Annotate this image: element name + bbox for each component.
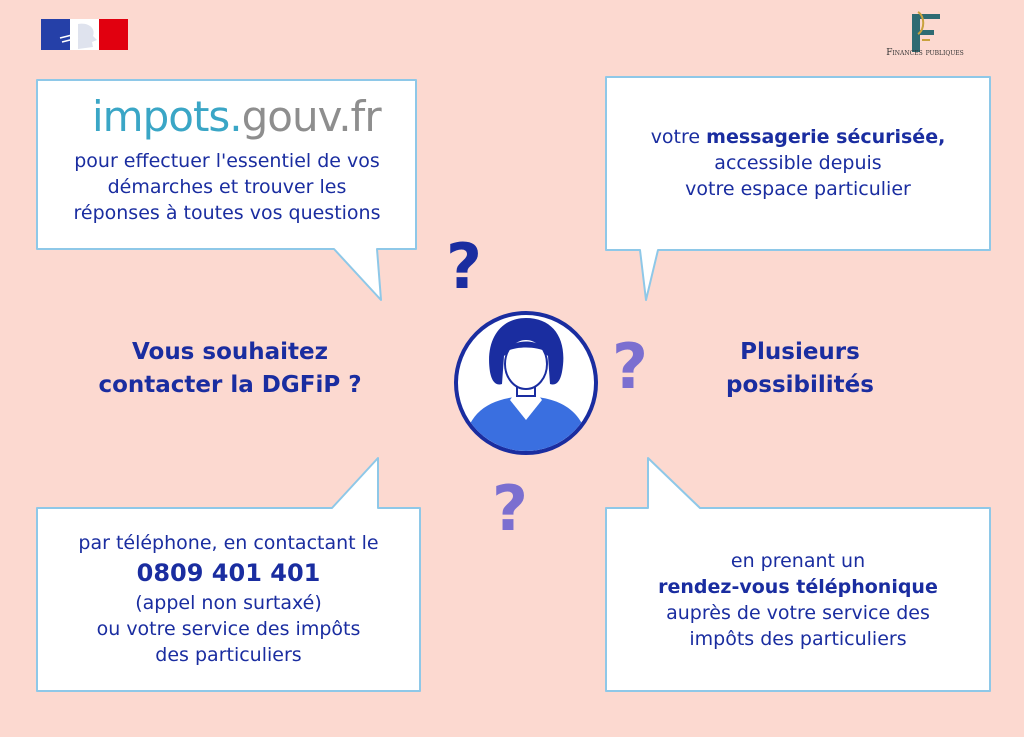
impots-logo-part1: impots.: [92, 92, 242, 141]
possibilities-line2: possibilités: [726, 372, 874, 398]
impots-logo-part2: gouv.fr: [241, 92, 381, 141]
top-left-line1: pour effectuer l'essentiel de vos: [74, 150, 380, 172]
top-left-line3: réponses à toutes vos questions: [73, 202, 381, 224]
question-mark-top: ?: [446, 230, 482, 303]
bottom-left-line3: (appel non surtaxé): [135, 592, 322, 614]
question-title-line2: contacter la DGFiP ?: [98, 372, 362, 398]
top-right-line3: votre espace particulier: [685, 178, 911, 200]
phone-number: 0809 401 401: [136, 559, 321, 587]
top-left-line2: démarches et trouver les: [107, 176, 347, 198]
possibilities-title: [690, 336, 910, 402]
finances-publiques-logo: [872, 48, 978, 58]
question-title-line1: Vous souhaitez: [131, 339, 329, 365]
bottom-left-line4: ou votre service des impôts: [96, 618, 361, 640]
bottom-right-line3: auprès de votre service des: [666, 602, 930, 624]
bottom-left-line5: des particuliers: [155, 644, 302, 666]
bottom-right-line1: en prenant un: [730, 550, 866, 572]
question-mark-bottom: ?: [492, 472, 528, 545]
finances-publiques-logo-mark: [912, 12, 940, 52]
bottom-right-text: [606, 548, 990, 652]
bottom-right-bold: rendez-vous téléphonique: [658, 576, 938, 598]
finances-publiques-text: Finances publiques: [886, 48, 964, 58]
question-mark-right: ?: [612, 330, 648, 403]
top-right-line1: [606, 124, 990, 150]
bottom-left-text: [37, 530, 420, 668]
bottom-left-line1: par téléphone, en contactant le: [78, 532, 379, 554]
possibilities-line1: Plusieurs: [740, 339, 860, 365]
top-right-line1-pre: votre: [650, 126, 707, 148]
user-avatar-icon: [456, 313, 596, 453]
impots-gouv-logo: [92, 92, 381, 141]
bottom-right-line4: impôts des particuliers: [689, 628, 907, 650]
top-right-text: [606, 124, 990, 202]
republique-francaise-logo: [41, 19, 128, 50]
top-left-text: [37, 148, 417, 226]
top-right-line2: accessible depuis: [714, 152, 882, 174]
top-right-line1-bold: messagerie sécurisée,: [706, 126, 946, 148]
question-title: [70, 336, 390, 402]
